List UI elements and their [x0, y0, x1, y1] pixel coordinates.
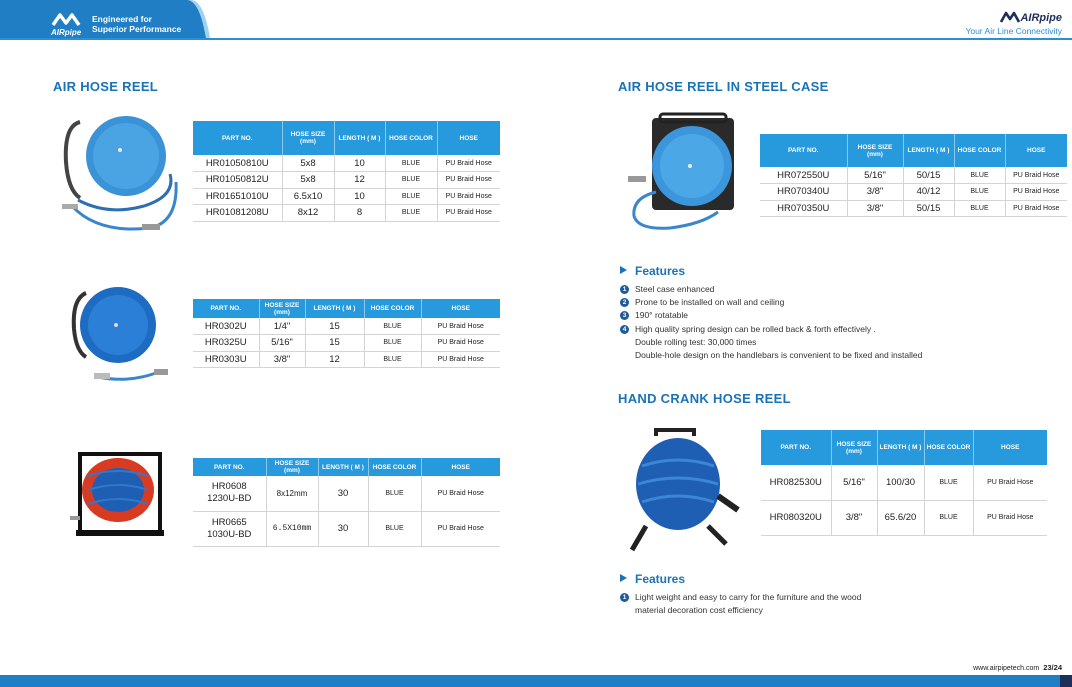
col-length: LENGTH ( M ): [903, 134, 954, 167]
svg-text:AIRpipe: AIRpipe: [51, 28, 82, 37]
col-hose-size: HOSE SIZE (mm): [847, 134, 903, 167]
col-length: LENGTH ( M ): [305, 299, 364, 318]
features-heading-1: [620, 264, 685, 278]
brand-text: AIRpipe: [1020, 12, 1062, 24]
list-item: [619, 296, 922, 309]
table-row: [761, 500, 1047, 535]
feature-text: Double rolling test: 30,000 times: [635, 336, 757, 347]
cell-part-no: HR070340U: [760, 184, 847, 201]
list-item: [619, 336, 922, 349]
air-hose-reel-photo-1: [58, 112, 183, 240]
cell-hose-size: 6.5X10mm: [266, 511, 318, 546]
cell-hose-size: 3/8": [847, 184, 903, 201]
number-badge-icon: 2: [620, 298, 629, 307]
col-hose: HOSE: [421, 299, 500, 318]
spec-table-4: [760, 134, 1067, 217]
cell-length: 100/30: [877, 465, 924, 500]
col-hose-color: HOSE COLOR: [954, 134, 1005, 167]
cell-hose-color: BLUE: [924, 500, 973, 535]
col-length: LENGTH ( M ): [318, 458, 368, 476]
cell-length: 10: [334, 155, 385, 172]
col-hose: HOSE: [973, 430, 1047, 465]
feature-text: High quality spring design can be rolled back & forth effectively .: [635, 323, 876, 334]
steel-case-reel-photo: [622, 112, 742, 236]
col-length: LENGTH ( M ): [334, 121, 385, 155]
table-row: [193, 318, 500, 335]
footer-url: [973, 663, 1062, 672]
table-row: [760, 167, 1067, 184]
cell-hose: PU Braid Hose: [973, 500, 1047, 535]
cell-hose: PU Braid Hose: [421, 335, 500, 352]
cell-hose-color: BLUE: [364, 318, 421, 335]
hand-crank-reel-photo: [622, 426, 746, 556]
col-part-no: PART NO.: [761, 430, 831, 465]
cell-hose: PU Braid Hose: [437, 155, 500, 172]
airpipe-mark-icon: [1000, 11, 1020, 23]
cell-hose-color: BLUE: [385, 172, 437, 189]
features-list-1: [619, 283, 922, 362]
col-part-no: PART NO.: [193, 299, 259, 318]
table-row: [760, 200, 1067, 217]
brand-slogan: Your Air Line Connectivity: [965, 26, 1062, 36]
cell-length: 40/12: [903, 184, 954, 201]
cell-length: 15: [305, 318, 364, 335]
col-part-no: PART NO.: [193, 121, 282, 155]
cell-hose: PU Braid Hose: [1005, 167, 1067, 184]
col-hose-size: HOSE SIZE (mm): [282, 121, 334, 155]
features-heading-text: Features: [635, 572, 686, 586]
spec-table-5: [761, 430, 1047, 536]
number-badge-icon: 3: [620, 311, 629, 320]
cell-length: 30: [318, 476, 368, 511]
cell-part-no: [193, 476, 266, 511]
cell-length: 15: [305, 335, 364, 352]
cell-hose: PU Braid Hose: [973, 465, 1047, 500]
cell-length: 50/15: [903, 167, 954, 184]
features-heading-2: [620, 572, 685, 586]
cell-hose: PU Braid Hose: [437, 188, 500, 205]
features-heading-text: Features: [635, 264, 686, 278]
cell-part-no: HR0303U: [193, 351, 259, 368]
cell-part-no: [193, 511, 266, 546]
cell-length: 50/15: [903, 200, 954, 217]
cell-part-no: HR072550U: [760, 167, 847, 184]
part-no-line-1: HR0665: [211, 516, 247, 528]
col-part-no: PART NO.: [760, 134, 847, 167]
table-row: [193, 476, 500, 511]
footer-bar: [0, 675, 1072, 687]
cell-hose: PU Braid Hose: [421, 318, 500, 335]
table-row: [193, 335, 500, 352]
cell-hose-size: 5x8: [282, 172, 334, 189]
table-row: [193, 172, 500, 189]
table-row: [193, 188, 500, 205]
cell-length: 12: [334, 172, 385, 189]
feature-text: Light weight and easy to carry for the furniture and the wood: [635, 592, 862, 602]
cell-hose-color: BLUE: [924, 465, 973, 500]
list-item: [619, 323, 922, 336]
feature-text: Double-hole design on the handlebars is convenient to be fixed and installed: [635, 349, 923, 360]
col-hose-color: HOSE COLOR: [368, 458, 421, 476]
air-hose-reel-photo-2: [68, 285, 178, 395]
cell-hose-size: 6.5x10: [282, 188, 334, 205]
table-row: [193, 205, 500, 222]
cell-part-no: HR082530U: [761, 465, 831, 500]
col-length: LENGTH ( M ): [877, 430, 924, 465]
col-hose-color: HOSE COLOR: [364, 299, 421, 318]
cell-hose-size: 3/8": [259, 351, 305, 368]
table-header-row: [760, 134, 1067, 167]
cell-part-no: HR080320U: [761, 500, 831, 535]
list-item: [619, 283, 922, 296]
cell-hose: PU Braid Hose: [437, 172, 500, 189]
cell-length: 8: [334, 205, 385, 222]
cell-part-no: HR0302U: [193, 318, 259, 335]
airpipe-logo-icon: [50, 9, 84, 37]
cell-hose-color: BLUE: [954, 167, 1005, 184]
number-badge-icon: 1: [620, 285, 629, 294]
cell-hose-size: 5/16": [847, 167, 903, 184]
cell-part-no: HR070350U: [760, 200, 847, 217]
col-hose-color: HOSE COLOR: [385, 121, 437, 155]
col-hose: HOSE: [421, 458, 500, 476]
spec-table-2: [193, 299, 500, 368]
cell-hose: PU Braid Hose: [437, 205, 500, 222]
table-header-row: [193, 121, 500, 155]
cell-length: 30: [318, 511, 368, 546]
cell-hose-size: 5/16": [831, 465, 877, 500]
cell-part-no: HR01081208U: [193, 205, 282, 222]
footer-bar-accent: [1060, 675, 1072, 687]
list-item: [619, 604, 861, 617]
table-row: [760, 184, 1067, 201]
cell-hose-color: BLUE: [385, 205, 437, 222]
cell-hose-size: 5x8: [282, 155, 334, 172]
feature-text: material decoration cost efficiency: [635, 605, 763, 616]
table-row: [193, 511, 500, 546]
header-tagline: [92, 14, 181, 34]
air-hose-reel-photo-3: [68, 446, 170, 546]
feature-text: Prone to be installed on wall and ceiling: [635, 297, 785, 308]
cell-part-no: HR0325U: [193, 335, 259, 352]
cell-hose-size: 8x12mm: [266, 476, 318, 511]
header-brand-right: [965, 11, 1062, 36]
feature-text: Steel case enhanced: [635, 284, 715, 294]
cell-hose-color: BLUE: [364, 335, 421, 352]
part-no-line-2: 1230U-BD: [207, 493, 252, 505]
cell-hose-color: BLUE: [385, 155, 437, 172]
cell-hose-color: BLUE: [385, 188, 437, 205]
features-list-2: [619, 591, 861, 617]
col-hose-size: HOSE SIZE (mm): [266, 458, 318, 476]
number-badge-icon: 4: [620, 325, 629, 334]
tagline-line-1: Engineered for: [92, 14, 152, 24]
col-hose: HOSE: [1005, 134, 1067, 167]
table-row: [193, 351, 500, 368]
cell-length: 10: [334, 188, 385, 205]
col-hose-color: HOSE COLOR: [924, 430, 973, 465]
cell-hose-size: 1/4": [259, 318, 305, 335]
list-item: [619, 349, 922, 362]
cell-hose-color: BLUE: [368, 511, 421, 546]
feature-text: 190° rotatable: [635, 310, 689, 321]
cell-length: 65.6/20: [877, 500, 924, 535]
tagline-line-2: Superior Performance: [92, 24, 182, 34]
title-hand-crank-reel: HAND CRANK HOSE REEL: [618, 391, 791, 406]
triangle-bullet-icon: [620, 266, 627, 274]
cell-hose-size: 8x12: [282, 205, 334, 222]
cell-hose: PU Braid Hose: [421, 476, 500, 511]
cell-part-no: HR01651010U: [193, 188, 282, 205]
col-hose: HOSE: [437, 121, 500, 155]
table-header-row: [193, 299, 500, 318]
cell-part-no: HR01050810U: [193, 155, 282, 172]
brand-name: [965, 11, 1062, 24]
cell-hose: PU Braid Hose: [421, 351, 500, 368]
cell-hose-color: BLUE: [954, 184, 1005, 201]
cell-hose: PU Braid Hose: [421, 511, 500, 546]
spec-table-1: [193, 121, 500, 222]
list-item: [619, 309, 922, 322]
cell-part-no: HR01050812U: [193, 172, 282, 189]
table-header-row: [761, 430, 1047, 465]
table-row: [193, 155, 500, 172]
cell-hose-color: BLUE: [364, 351, 421, 368]
page-number: 23/24: [1043, 663, 1062, 672]
list-item: [619, 591, 861, 604]
table-header-row: [193, 458, 500, 476]
triangle-bullet-icon: [620, 574, 627, 582]
col-hose-size: HOSE SIZE (mm): [259, 299, 305, 318]
table-row: [761, 465, 1047, 500]
part-no-line-2: 1030U-BD: [207, 528, 252, 540]
cell-hose: PU Braid Hose: [1005, 200, 1067, 217]
cell-length: 12: [305, 351, 364, 368]
number-badge-icon: 1: [620, 593, 629, 602]
cell-hose-color: BLUE: [954, 200, 1005, 217]
cell-hose-color: BLUE: [368, 476, 421, 511]
website-link[interactable]: www.airpipetech.com: [973, 665, 1040, 672]
title-steel-case-reel: AIR HOSE REEL IN STEEL CASE: [618, 79, 829, 94]
spec-table-3: [193, 458, 500, 547]
cell-hose-size: 3/8": [831, 500, 877, 535]
part-no-line-1: HR0608: [211, 481, 247, 493]
header-rule: [0, 38, 1072, 40]
title-air-hose-reel: AIR HOSE REEL: [53, 79, 159, 94]
cell-hose: PU Braid Hose: [1005, 184, 1067, 201]
col-hose-size: HOSE SIZE (mm): [831, 430, 877, 465]
cell-hose-size: 5/16": [259, 335, 305, 352]
cell-hose-size: 3/8": [847, 200, 903, 217]
col-part-no: PART NO.: [193, 458, 266, 476]
